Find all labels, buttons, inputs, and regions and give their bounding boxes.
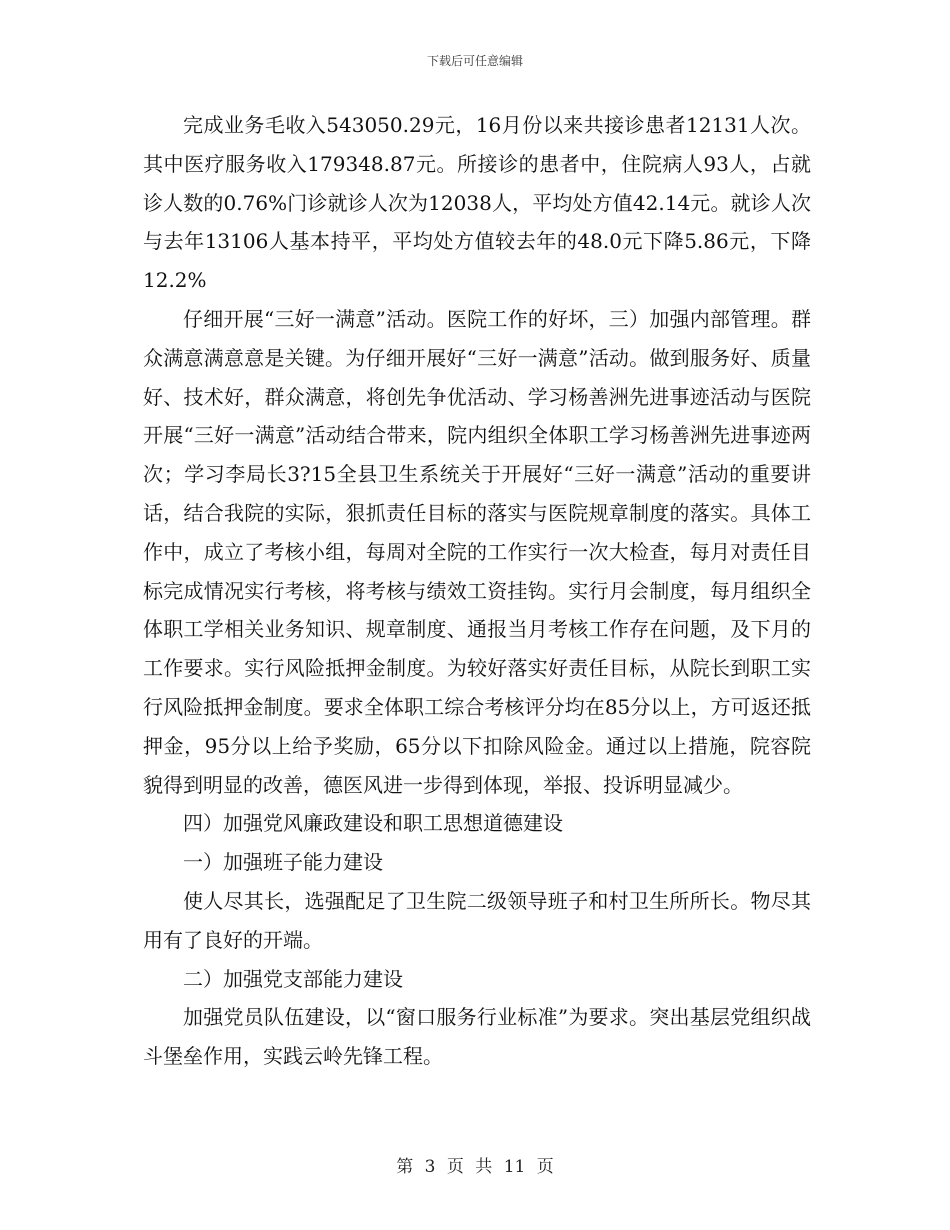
page-number: 第 3 页 共 11 页 <box>396 1157 554 1177</box>
paragraph-party: 加强党员队伍建设，以“窗口服务行业标准”为要求。突出基层党组织战斗堡垒作用，实践云岭先锋工程。 <box>143 1005 811 1069</box>
paragraph-activity: 仔细开展“三好一满意”活动。医院工作的好坏，三）加强内部管理。群众满意满意意是关键。为仔细开展好“三好一满意”活动。做到服务好、质量好、技术好，群众满意，将创先争优活动、学习杨善洲先进事迹活动与医院开展“三好一满意”活动结合带来，院内组织全体职工学习杨善洲先进事迹两次；学习李局长3?15全县卫生系统关于开展好“三好一满意”活动的重要讲话，结合我院的实际，狠抓责任目标的落实与医院规章制度的落实。具体工作中，成立了考核小组，每周对全院的工作实行一次大检查，每月对责任目标完成情况实行考核，将考核与绩效工资挂钩。实行月会制度，每月组织全体职工学相关业务知识、规章制度、通报当月考核工作存在问题，及下月的工作要求。实行风险抵押金制度。为较好落实好责任目标，从院长到职工实行风险抵押金制度。要求全体职工综合考核评分均在85分以上，方可返还抵押金，95分以上给予奖励，65分以下扣除风险金。通过以上措施，院容院貌得到明显的改善，德医风进一步得到体现，举报、投诉明显减少。 <box>143 306 811 797</box>
document-body <box>143 106 811 1076</box>
section-heading-4: 四）加强党风廉政建设和职工思想道德建设 <box>183 811 563 836</box>
subsection-heading-2: 二）加强党支部能力建设 <box>183 966 403 991</box>
subsection-heading-1: 一）加强班子能力建设 <box>183 850 383 875</box>
paragraph-revenue: 完成业务毛收入543050.29元，16月份以来共接诊患者12131人次。其中医疗服务收入179348.87元。所接诊的患者中，住院病人93人，占就诊人数的0.76%门诊就诊人次为12038人，平均处方值42.14元。就诊人次与去年13106人基本持平，平均处方值较去年的48.0元下降5.86元，下降12.2% <box>143 113 811 293</box>
header-note: 下载后可任意编辑 <box>426 54 523 68</box>
paragraph-team: 使人尽其长，选强配足了卫生院二级领导班子和村卫生所所长。物尽其用有了良好的开端。 <box>143 888 811 952</box>
